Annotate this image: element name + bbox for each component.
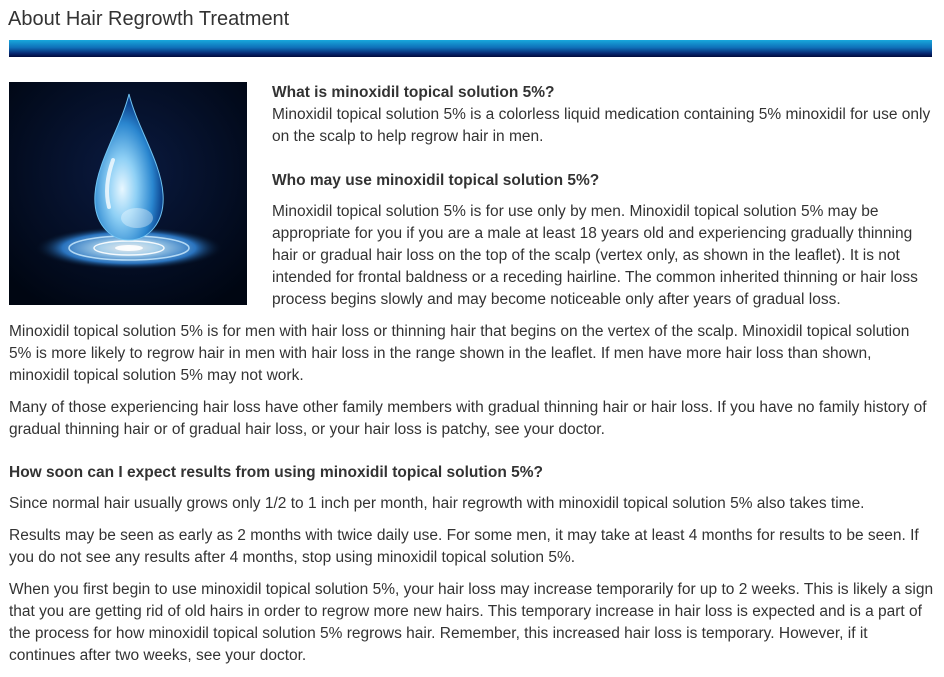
paragraph-hair-growth: Since normal hair usually grows only 1/2 to 1 inch per month, hair regrowth with minoxidil topical solution 5% also takes time.	[9, 495, 865, 512]
answer-what-is: Minoxidil topical solution 5% is a colorless liquid medication containing 5% minoxidil for use only on the scalp to help regrow hair in men.	[272, 106, 931, 145]
page-title: About Hair Regrowth Treatment	[8, 8, 290, 30]
paragraph-family-history: Many of those experiencing hair loss have other family members with gradual thinning hair or hair loss. If you have no family history of gradual thinning hair or of gradual hair loss, or your hair loss is patchy, see your doctor.	[9, 399, 927, 438]
answer-who-may-use: Minoxidil topical solution 5% is for use only by men. Minoxidil topical solution 5% may be appropriate for you if you are a male at least 18 years old and experiencing gradually thinning hair or gradual hair loss on the top of the scalp (vertex only, as shown in the leaflet). It is not intended for frontal baldness or a receding hairline. The common inherited thinning or hair loss process begins slowly and may become noticeable only after years of gradual loss.	[272, 203, 918, 308]
main-content	[9, 321, 935, 677]
question-what-is: What is minoxidil topical solution 5%?	[272, 84, 555, 101]
water-drop-icon	[9, 82, 247, 305]
question-who-may-use: Who may use minoxidil topical solution 5%?	[272, 172, 600, 189]
question-how-soon: How soon can I expect results from using minoxidil topical solution 5%?	[9, 464, 543, 481]
intro-column	[272, 82, 934, 311]
paragraph-vertex: Minoxidil topical solution 5% is for men with hair loss or thinning hair that begins on the vertex of the scalp. Minoxidil topical solution 5% is more likely to regrow hair in men with hair loss in the range shown in the leaflet. If men have more hair loss than shown, minoxidil topical solution 5% may not work.	[9, 323, 910, 384]
paragraph-results: Results may be seen as early as 2 months with twice daily use. For some men, it may take at least 4 months for results to be seen. If you do not see any results after 4 months, stop using minoxidil topical solution 5%.	[9, 527, 919, 566]
water-drop-image	[9, 82, 247, 305]
header-divider-bar	[9, 40, 932, 57]
paragraph-temporary-increase: When you first begin to use minoxidil topical solution 5%, your hair loss may increase temporarily for up to 2 weeks. This is likely a sign that you are getting rid of old hairs in order to regrow more new hairs. This temporary increase in hair loss is expected and is a part of the process for how minoxidil topical solution 5% regrows hair. Remember, this increased hair loss is temporary. However, if it continues after two weeks, see your doctor.	[9, 581, 934, 664]
